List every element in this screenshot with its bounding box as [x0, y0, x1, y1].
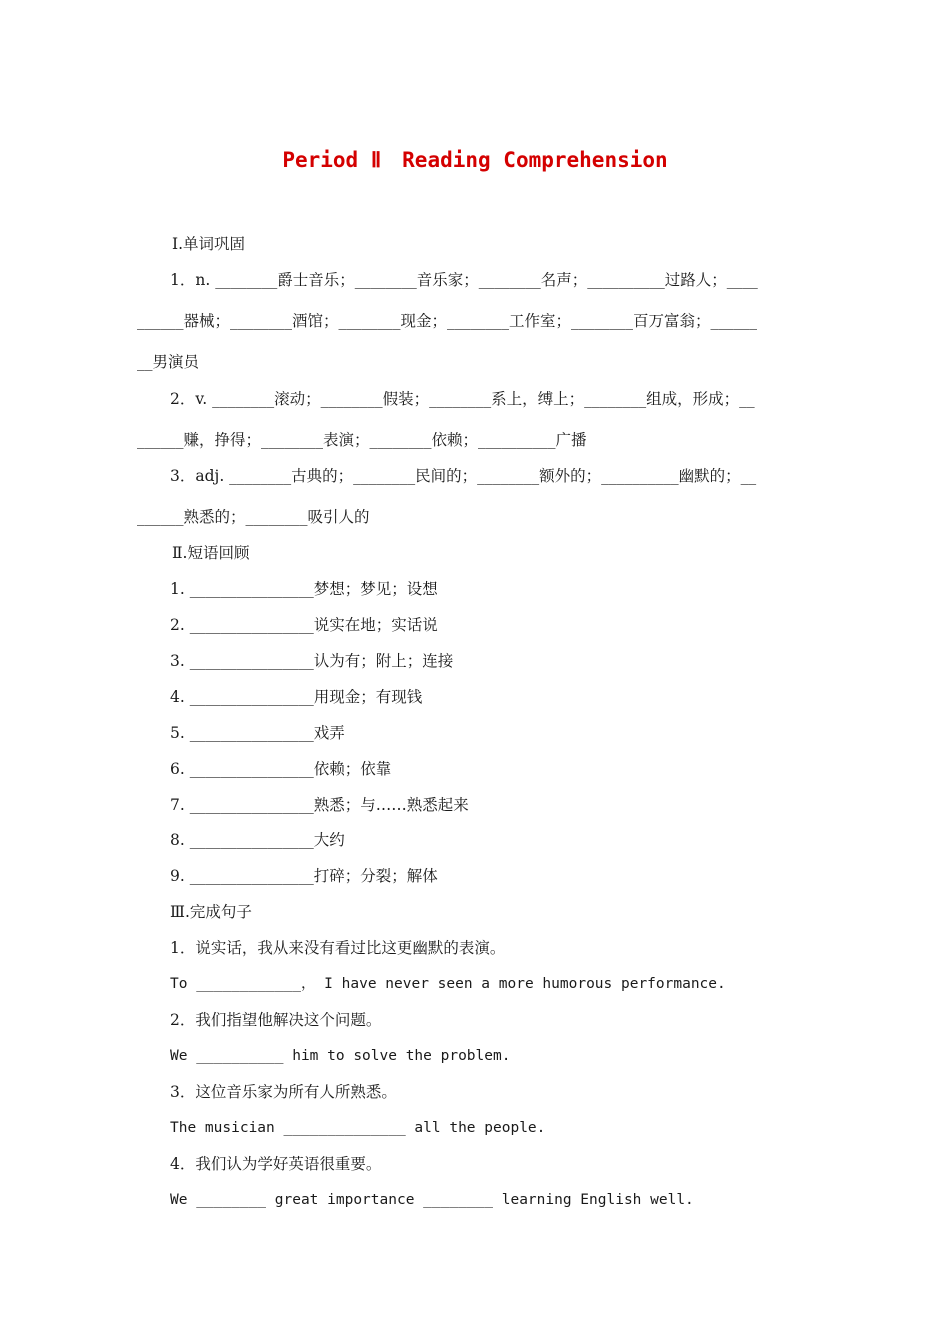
- phrase-item: 1. ________________梦想；梦见；设想: [170, 580, 438, 598]
- sentence-prompt: 3．这位音乐家为所有人所熟悉。: [170, 1083, 397, 1101]
- phrase-item: 6. ________________依赖；依靠: [170, 760, 392, 778]
- page-title: Period Ⅱ Reading Comprehension: [282, 148, 668, 172]
- phrase-item: 5. ________________戏弄: [170, 724, 345, 742]
- word-line: __男演员: [137, 353, 200, 371]
- phrase-item: 9. ________________打碎；分裂；解体: [170, 867, 438, 885]
- phrase-item: 7. ________________熟悉；与……熟悉起来: [170, 796, 469, 814]
- word-line: 3．adj. ________古典的；________民间的；________额外的；__________幽默的；__: [170, 467, 757, 485]
- phrase-item: 3. ________________认为有；附上；连接: [170, 652, 454, 670]
- sentence-answer: The musician ______________ all the people.: [170, 1120, 546, 1136]
- word-line: ______熟悉的；________吸引人的: [137, 508, 370, 526]
- word-line: ______赚，挣得；________表演；________依赖；__________广播: [137, 431, 587, 449]
- sentence-answer: We ________ great importance ________ learning English well.: [170, 1192, 694, 1208]
- section-heading-words: Ⅰ.单词巩固: [172, 235, 246, 253]
- section-heading-sentences: Ⅲ.完成句子: [170, 903, 252, 921]
- phrase-item: 2. ________________说实在地；实话说: [170, 616, 438, 634]
- phrase-item: 8. ________________大约: [170, 831, 345, 849]
- sentence-answer: We __________ him to solve the problem.: [170, 1048, 511, 1064]
- word-line: ______器械；________酒馆；________现金；________工作室；________百万富翁；______: [137, 312, 758, 330]
- sentence-prompt: 2．我们指望他解决这个问题。: [170, 1011, 382, 1029]
- word-line: 1．n. ________爵士音乐；________音乐家；________名声；__________过路人；____: [170, 271, 758, 289]
- section-heading-phrases: Ⅱ.短语回顾: [172, 544, 250, 562]
- phrase-item: 4. ________________用现金；有现钱: [170, 688, 423, 706]
- sentence-prompt: 1．说实话，我从来没有看过比这更幽默的表演。: [170, 939, 506, 957]
- sentence-prompt: 4．我们认为学好英语很重要。: [170, 1155, 382, 1173]
- word-line: 2．v. ________滚动；________假装；________系上，缚上；________组成，形成；__: [170, 390, 755, 408]
- sentence-answer: To ____________， I have never seen a more humorous performance.: [170, 976, 726, 992]
